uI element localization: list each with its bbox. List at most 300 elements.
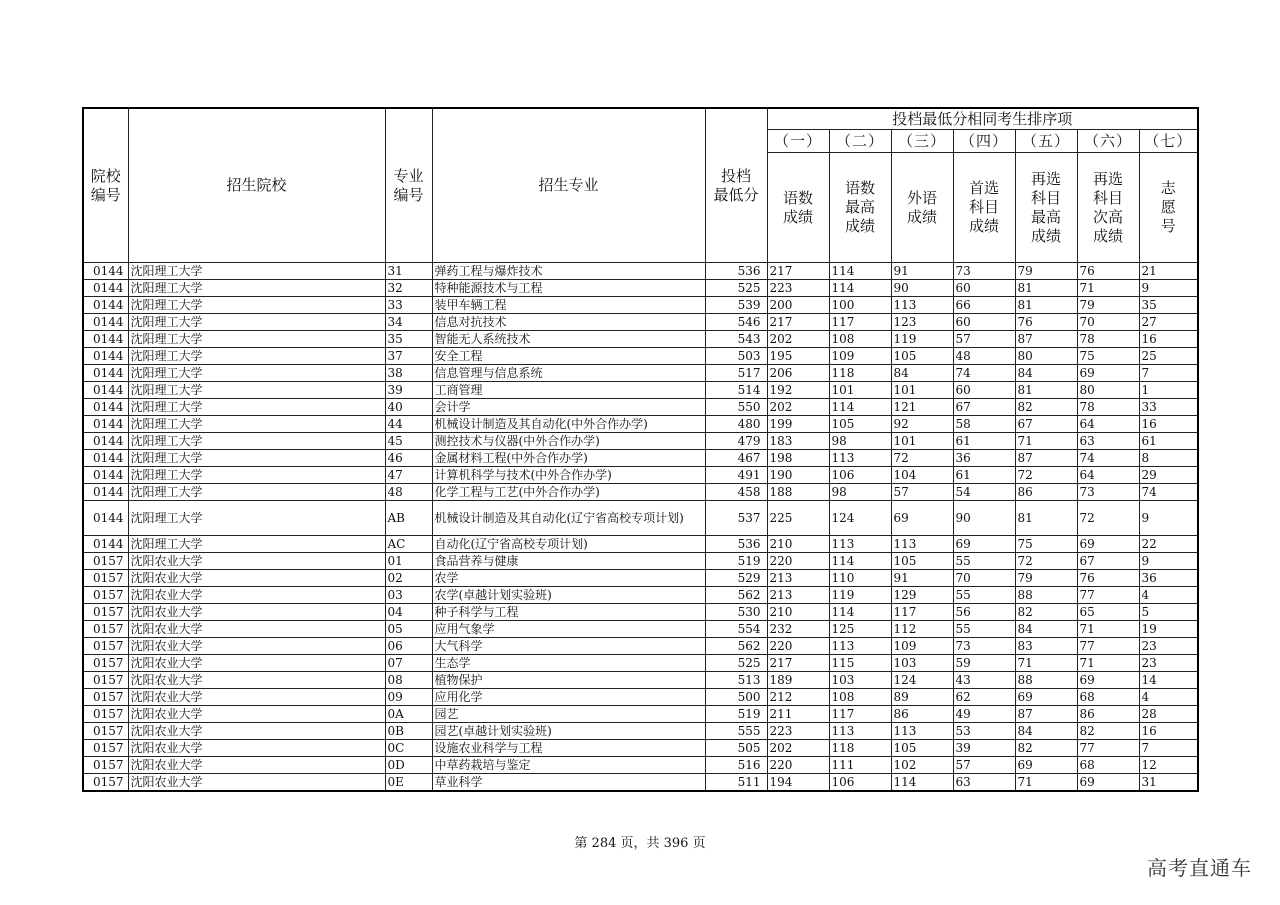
header-school: 招生院校 (128, 108, 385, 263)
rank4-cell: 61 (953, 433, 1015, 450)
rank1-cell: 217 (767, 263, 829, 280)
rank5-cell: 88 (1015, 587, 1077, 604)
school-name-cell: 沈阳理工大学 (128, 365, 385, 382)
rank4-cell: 60 (953, 314, 1015, 331)
table-row (83, 604, 1198, 621)
rank3-cell: 113 (891, 297, 953, 314)
rank2-cell: 114 (829, 263, 891, 280)
rank6-cell: 75 (1077, 348, 1139, 365)
school-name-cell: 沈阳农业大学 (128, 655, 385, 672)
table-body (83, 263, 1198, 792)
table-row (83, 399, 1198, 416)
rank3-cell: 121 (891, 399, 953, 416)
major-code-cell: 0E (385, 774, 432, 792)
rank6-cell: 71 (1077, 280, 1139, 297)
rank7-cell: 9 (1139, 501, 1198, 536)
school-code-cell: 0144 (83, 467, 128, 484)
header-tiebreak-title: 投档最低分相同考生排序项 (767, 108, 1198, 130)
major-code-cell: 07 (385, 655, 432, 672)
header-rank-label-5: 再选 科目 最高 成绩 (1015, 153, 1077, 263)
school-code-cell: 0144 (83, 348, 128, 365)
school-name-cell: 沈阳理工大学 (128, 484, 385, 501)
table-row (83, 416, 1198, 433)
min-score-cell: 491 (705, 467, 767, 484)
major-name-cell: 设施农业科学与工程 (432, 740, 705, 757)
major-name-cell: 机械设计制造及其自动化(辽宁省高校专项计划) (432, 501, 705, 536)
school-name-cell: 沈阳农业大学 (128, 570, 385, 587)
major-code-cell: 33 (385, 297, 432, 314)
school-code-cell: 0157 (83, 655, 128, 672)
rank7-cell: 5 (1139, 604, 1198, 621)
rank3-cell: 104 (891, 467, 953, 484)
rank3-cell: 129 (891, 587, 953, 604)
rank6-cell: 64 (1077, 467, 1139, 484)
school-name-cell: 沈阳农业大学 (128, 723, 385, 740)
rank7-cell: 36 (1139, 570, 1198, 587)
rank7-cell: 33 (1139, 399, 1198, 416)
header-major-code: 专业 编号 (385, 108, 432, 263)
major-code-cell: 05 (385, 621, 432, 638)
rank6-cell: 67 (1077, 553, 1139, 570)
table-row (83, 484, 1198, 501)
school-name-cell: 沈阳理工大学 (128, 280, 385, 297)
school-name-cell: 沈阳理工大学 (128, 348, 385, 365)
rank5-cell: 72 (1015, 467, 1077, 484)
rank3-cell: 101 (891, 433, 953, 450)
rank1-cell: 213 (767, 587, 829, 604)
rank4-cell: 55 (953, 553, 1015, 570)
rank7-cell: 21 (1139, 263, 1198, 280)
major-name-cell: 特种能源技术与工程 (432, 280, 705, 297)
rank6-cell: 74 (1077, 450, 1139, 467)
major-code-cell: 34 (385, 314, 432, 331)
school-code-cell: 0144 (83, 416, 128, 433)
rank3-cell: 84 (891, 365, 953, 382)
school-name-cell: 沈阳理工大学 (128, 399, 385, 416)
major-name-cell: 草业科学 (432, 774, 705, 792)
table-row (83, 740, 1198, 757)
major-name-cell: 会计学 (432, 399, 705, 416)
rank1-cell: 223 (767, 723, 829, 740)
rank1-cell: 194 (767, 774, 829, 792)
rank7-cell: 7 (1139, 365, 1198, 382)
rank6-cell: 70 (1077, 314, 1139, 331)
rank1-cell: 223 (767, 280, 829, 297)
school-name-cell: 沈阳理工大学 (128, 263, 385, 280)
rank2-cell: 113 (829, 536, 891, 553)
rank3-cell: 72 (891, 450, 953, 467)
school-code-cell: 0144 (83, 433, 128, 450)
rank4-cell: 53 (953, 723, 1015, 740)
rank3-cell: 105 (891, 553, 953, 570)
rank4-cell: 43 (953, 672, 1015, 689)
rank6-cell: 63 (1077, 433, 1139, 450)
rank5-cell: 81 (1015, 501, 1077, 536)
rank6-cell: 77 (1077, 638, 1139, 655)
rank5-cell: 82 (1015, 604, 1077, 621)
school-name-cell: 沈阳理工大学 (128, 314, 385, 331)
rank7-cell: 7 (1139, 740, 1198, 757)
major-name-cell: 智能无人系统技术 (432, 331, 705, 348)
rank1-cell: 225 (767, 501, 829, 536)
min-score-cell: 525 (705, 280, 767, 297)
school-code-cell: 0157 (83, 723, 128, 740)
rank7-cell: 22 (1139, 536, 1198, 553)
rank7-cell: 1 (1139, 382, 1198, 399)
major-code-cell: 48 (385, 484, 432, 501)
min-score-cell: 536 (705, 536, 767, 553)
rank7-cell: 12 (1139, 757, 1198, 774)
major-code-cell: 31 (385, 263, 432, 280)
school-name-cell: 沈阳农业大学 (128, 706, 385, 723)
rank3-cell: 119 (891, 331, 953, 348)
rank1-cell: 189 (767, 672, 829, 689)
rank1-cell: 213 (767, 570, 829, 587)
rank3-cell: 102 (891, 757, 953, 774)
rank4-cell: 55 (953, 587, 1015, 604)
rank5-cell: 67 (1015, 416, 1077, 433)
rank1-cell: 217 (767, 655, 829, 672)
major-code-cell: 45 (385, 433, 432, 450)
rank1-cell: 202 (767, 399, 829, 416)
major-code-cell: 01 (385, 553, 432, 570)
rank6-cell: 86 (1077, 706, 1139, 723)
rank1-cell: 202 (767, 331, 829, 348)
rank1-cell: 192 (767, 382, 829, 399)
major-code-cell: 04 (385, 604, 432, 621)
rank4-cell: 74 (953, 365, 1015, 382)
school-code-cell: 0157 (83, 706, 128, 723)
major-name-cell: 应用化学 (432, 689, 705, 706)
rank5-cell: 71 (1015, 655, 1077, 672)
min-score-cell: 562 (705, 587, 767, 604)
rank4-cell: 73 (953, 263, 1015, 280)
min-score-cell: 546 (705, 314, 767, 331)
rank3-cell: 89 (891, 689, 953, 706)
rank4-cell: 48 (953, 348, 1015, 365)
rank2-cell: 119 (829, 587, 891, 604)
school-code-cell: 0157 (83, 553, 128, 570)
table-row (83, 638, 1198, 655)
rank3-cell: 113 (891, 723, 953, 740)
rank6-cell: 68 (1077, 689, 1139, 706)
rank5-cell: 84 (1015, 723, 1077, 740)
rank7-cell: 25 (1139, 348, 1198, 365)
header-rank-1: （一） (767, 130, 829, 153)
rank6-cell: 73 (1077, 484, 1139, 501)
min-score-cell: 458 (705, 484, 767, 501)
rank4-cell: 61 (953, 467, 1015, 484)
school-code-cell: 0157 (83, 740, 128, 757)
header-rank-label-3: 外语 成绩 (891, 153, 953, 263)
rank7-cell: 8 (1139, 450, 1198, 467)
major-name-cell: 计算机科学与技术(中外合作办学) (432, 467, 705, 484)
school-code-cell: 0144 (83, 297, 128, 314)
rank5-cell: 81 (1015, 297, 1077, 314)
rank3-cell: 91 (891, 263, 953, 280)
rank2-cell: 113 (829, 723, 891, 740)
rank4-cell: 60 (953, 382, 1015, 399)
school-code-cell: 0144 (83, 280, 128, 297)
rank6-cell: 80 (1077, 382, 1139, 399)
rank7-cell: 29 (1139, 467, 1198, 484)
rank4-cell: 69 (953, 536, 1015, 553)
rank4-cell: 36 (953, 450, 1015, 467)
major-name-cell: 金属材料工程(中外合作办学) (432, 450, 705, 467)
table-row (83, 467, 1198, 484)
min-score-cell: 513 (705, 672, 767, 689)
school-code-cell: 0144 (83, 263, 128, 280)
rank1-cell: 202 (767, 740, 829, 757)
min-score-cell: 525 (705, 655, 767, 672)
school-code-cell: 0157 (83, 621, 128, 638)
rank7-cell: 27 (1139, 314, 1198, 331)
school-name-cell: 沈阳理工大学 (128, 536, 385, 553)
school-code-cell: 0144 (83, 314, 128, 331)
school-name-cell: 沈阳理工大学 (128, 501, 385, 536)
school-code-cell: 0157 (83, 757, 128, 774)
table-row (83, 672, 1198, 689)
school-code-cell: 0144 (83, 536, 128, 553)
min-score-cell: 467 (705, 450, 767, 467)
school-name-cell: 沈阳农业大学 (128, 757, 385, 774)
rank2-cell: 113 (829, 638, 891, 655)
major-code-cell: 44 (385, 416, 432, 433)
rank4-cell: 67 (953, 399, 1015, 416)
rank5-cell: 87 (1015, 706, 1077, 723)
rank2-cell: 106 (829, 467, 891, 484)
rank5-cell: 69 (1015, 689, 1077, 706)
rank1-cell: 190 (767, 467, 829, 484)
major-code-cell: 47 (385, 467, 432, 484)
rank7-cell: 23 (1139, 638, 1198, 655)
rank3-cell: 113 (891, 536, 953, 553)
rank4-cell: 59 (953, 655, 1015, 672)
school-code-cell: 0157 (83, 774, 128, 792)
rank3-cell: 69 (891, 501, 953, 536)
rank5-cell: 81 (1015, 280, 1077, 297)
rank4-cell: 66 (953, 297, 1015, 314)
rank5-cell: 87 (1015, 450, 1077, 467)
rank3-cell: 109 (891, 638, 953, 655)
rank6-cell: 65 (1077, 604, 1139, 621)
rank1-cell: 210 (767, 536, 829, 553)
major-name-cell: 生态学 (432, 655, 705, 672)
rank6-cell: 71 (1077, 621, 1139, 638)
rank2-cell: 98 (829, 433, 891, 450)
major-code-cell: 32 (385, 280, 432, 297)
rank5-cell: 88 (1015, 672, 1077, 689)
rank1-cell: 199 (767, 416, 829, 433)
rank6-cell: 72 (1077, 501, 1139, 536)
school-code-cell: 0157 (83, 672, 128, 689)
rank2-cell: 100 (829, 297, 891, 314)
rank1-cell: 210 (767, 604, 829, 621)
rank2-cell: 98 (829, 484, 891, 501)
rank6-cell: 82 (1077, 723, 1139, 740)
min-score-cell: 539 (705, 297, 767, 314)
rank7-cell: 35 (1139, 297, 1198, 314)
table-row (83, 501, 1198, 536)
rank2-cell: 108 (829, 689, 891, 706)
major-code-cell: 0B (385, 723, 432, 740)
rank6-cell: 77 (1077, 587, 1139, 604)
rank5-cell: 82 (1015, 399, 1077, 416)
min-score-cell: 480 (705, 416, 767, 433)
table-row (83, 757, 1198, 774)
major-name-cell: 园艺(卓越计划实验班) (432, 723, 705, 740)
rank4-cell: 49 (953, 706, 1015, 723)
rank1-cell: 232 (767, 621, 829, 638)
table-row (83, 655, 1198, 672)
rank6-cell: 69 (1077, 774, 1139, 792)
rank1-cell: 206 (767, 365, 829, 382)
rank6-cell: 69 (1077, 672, 1139, 689)
rank3-cell: 101 (891, 382, 953, 399)
rank4-cell: 73 (953, 638, 1015, 655)
rank2-cell: 117 (829, 314, 891, 331)
rank2-cell: 108 (829, 331, 891, 348)
rank4-cell: 56 (953, 604, 1015, 621)
rank5-cell: 76 (1015, 314, 1077, 331)
rank6-cell: 77 (1077, 740, 1139, 757)
major-name-cell: 信息管理与信息系统 (432, 365, 705, 382)
rank2-cell: 118 (829, 365, 891, 382)
major-name-cell: 化学工程与工艺(中外合作办学) (432, 484, 705, 501)
min-score-cell: 479 (705, 433, 767, 450)
admission-score-table (82, 107, 1199, 792)
rank3-cell: 123 (891, 314, 953, 331)
rank6-cell: 68 (1077, 757, 1139, 774)
table-row (83, 263, 1198, 280)
major-name-cell: 自动化(辽宁省高校专项计划) (432, 536, 705, 553)
school-name-cell: 沈阳农业大学 (128, 672, 385, 689)
major-code-cell: 02 (385, 570, 432, 587)
table-row (83, 365, 1198, 382)
rank1-cell: 211 (767, 706, 829, 723)
major-code-cell: AC (385, 536, 432, 553)
major-code-cell: 35 (385, 331, 432, 348)
rank6-cell: 78 (1077, 331, 1139, 348)
school-code-cell: 0157 (83, 604, 128, 621)
rank3-cell: 112 (891, 621, 953, 638)
rank4-cell: 39 (953, 740, 1015, 757)
rank1-cell: 188 (767, 484, 829, 501)
major-code-cell: 03 (385, 587, 432, 604)
rank7-cell: 74 (1139, 484, 1198, 501)
rank6-cell: 78 (1077, 399, 1139, 416)
major-name-cell: 机械设计制造及其自动化(中外合作办学) (432, 416, 705, 433)
rank5-cell: 84 (1015, 365, 1077, 382)
min-score-cell: 517 (705, 365, 767, 382)
min-score-cell: 537 (705, 501, 767, 536)
rank5-cell: 72 (1015, 553, 1077, 570)
rank4-cell: 90 (953, 501, 1015, 536)
rank2-cell: 114 (829, 604, 891, 621)
rank4-cell: 58 (953, 416, 1015, 433)
rank3-cell: 124 (891, 672, 953, 689)
table-row (83, 331, 1198, 348)
min-score-cell: 554 (705, 621, 767, 638)
school-code-cell: 0157 (83, 570, 128, 587)
header-school-code: 院校 编号 (83, 108, 128, 263)
rank5-cell: 83 (1015, 638, 1077, 655)
rank3-cell: 57 (891, 484, 953, 501)
min-score-cell: 530 (705, 604, 767, 621)
school-code-cell: 0157 (83, 587, 128, 604)
header-rank-3: （三） (891, 130, 953, 153)
header-rank-label-2: 语数 最高 成绩 (829, 153, 891, 263)
table-row (83, 689, 1198, 706)
major-code-cell: 37 (385, 348, 432, 365)
rank2-cell: 106 (829, 774, 891, 792)
rank7-cell: 14 (1139, 672, 1198, 689)
watermark: 高考直通车 (1147, 856, 1252, 880)
rank2-cell: 109 (829, 348, 891, 365)
min-score-cell: 543 (705, 331, 767, 348)
table-row (83, 433, 1198, 450)
rank7-cell: 16 (1139, 723, 1198, 740)
major-name-cell: 大气科学 (432, 638, 705, 655)
school-name-cell: 沈阳农业大学 (128, 553, 385, 570)
table-row (83, 570, 1198, 587)
major-name-cell: 种子科学与工程 (432, 604, 705, 621)
rank4-cell: 62 (953, 689, 1015, 706)
rank5-cell: 71 (1015, 774, 1077, 792)
rank5-cell: 86 (1015, 484, 1077, 501)
rank4-cell: 70 (953, 570, 1015, 587)
major-name-cell: 园艺 (432, 706, 705, 723)
header-rank-2: （二） (829, 130, 891, 153)
school-name-cell: 沈阳理工大学 (128, 382, 385, 399)
major-name-cell: 农学 (432, 570, 705, 587)
major-code-cell: 0D (385, 757, 432, 774)
school-name-cell: 沈阳农业大学 (128, 774, 385, 792)
min-score-cell: 505 (705, 740, 767, 757)
major-code-cell: 08 (385, 672, 432, 689)
rank1-cell: 220 (767, 757, 829, 774)
rank2-cell: 124 (829, 501, 891, 536)
school-name-cell: 沈阳理工大学 (128, 297, 385, 314)
major-code-cell: 0A (385, 706, 432, 723)
school-name-cell: 沈阳理工大学 (128, 467, 385, 484)
min-score-cell: 536 (705, 263, 767, 280)
major-name-cell: 中草药栽培与鉴定 (432, 757, 705, 774)
rank7-cell: 19 (1139, 621, 1198, 638)
rank3-cell: 86 (891, 706, 953, 723)
rank7-cell: 23 (1139, 655, 1198, 672)
rank2-cell: 125 (829, 621, 891, 638)
rank1-cell: 200 (767, 297, 829, 314)
rank7-cell: 31 (1139, 774, 1198, 792)
school-name-cell: 沈阳农业大学 (128, 587, 385, 604)
header-rank-label-4: 首选 科目 成绩 (953, 153, 1015, 263)
header-rank-7: （七） (1139, 130, 1198, 153)
rank7-cell: 28 (1139, 706, 1198, 723)
table-row (83, 587, 1198, 604)
major-name-cell: 弹药工程与爆炸技术 (432, 263, 705, 280)
rank3-cell: 105 (891, 348, 953, 365)
rank5-cell: 69 (1015, 757, 1077, 774)
min-score-cell: 514 (705, 382, 767, 399)
min-score-cell: 562 (705, 638, 767, 655)
rank1-cell: 220 (767, 553, 829, 570)
header-rank-label-1: 语数 成绩 (767, 153, 829, 263)
major-code-cell: 06 (385, 638, 432, 655)
school-name-cell: 沈阳理工大学 (128, 450, 385, 467)
rank1-cell: 198 (767, 450, 829, 467)
major-code-cell: 46 (385, 450, 432, 467)
